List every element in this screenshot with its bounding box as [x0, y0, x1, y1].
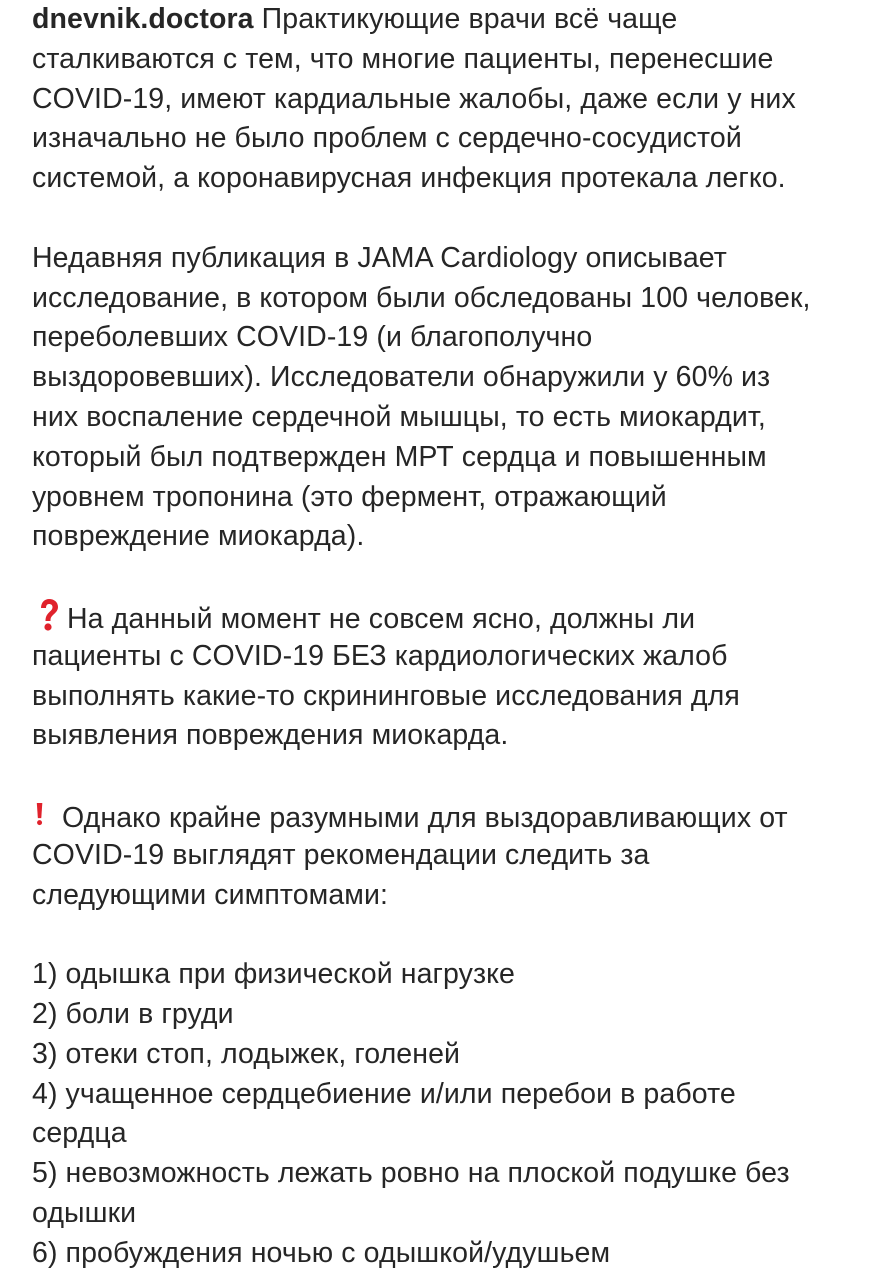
username-link[interactable]: dnevnik.doctora: [32, 3, 254, 35]
question-text: выполнять какие-то скрининговые исследования для: [32, 679, 740, 712]
paragraph-gap: [32, 557, 872, 597]
intro-text: изначально не было проблем с сердечно-сосудистой: [32, 122, 742, 155]
question-text: На данный момент не совсем ясно, должны ли: [67, 602, 696, 635]
question-line: [32, 597, 872, 637]
symptom-item: 4) учащенное сердцебиение и/или перебои в работе: [32, 1077, 736, 1110]
symptom-item: 3) отеки стоп, лодыжек, голеней: [32, 1037, 461, 1070]
exclamation-mark-icon: [32, 796, 54, 832]
intro-text: сталкиваются с тем, что многие пациенты, перенесшие: [32, 42, 774, 75]
study-text: уровнем тропонина (это фермент, отражающий: [32, 480, 667, 513]
post-caption: [32, 0, 872, 1274]
symptom-item: 1) одышка при физической нагрузке: [32, 958, 515, 991]
paragraph-gap: [32, 915, 872, 955]
paragraph-gap: [32, 756, 872, 796]
study-text: выздоровевших). Исследователи обнаружили у 60% из: [32, 361, 771, 394]
question-mark-icon: [32, 597, 64, 633]
symptom-item: одышки: [32, 1196, 137, 1229]
recommendation-text: Однако крайне разумными для выздоравливающих от: [62, 801, 788, 834]
study-text: них воспаление сердечной мышцы, то есть миокардит,: [32, 400, 766, 433]
intro-text: Практикующие врачи всё чаще: [261, 3, 678, 35]
intro-text: COVID-19, имеют кардиальные жалобы, даже если у них: [32, 82, 796, 115]
study-text: повреждение миокарда).: [32, 520, 365, 553]
symptom-item: сердца: [32, 1117, 127, 1150]
caption-line-1: [32, 0, 872, 40]
question-text: выявления повреждения миокарда.: [32, 719, 509, 752]
study-text: исследование, в котором были обследованы 100 человек,: [32, 281, 811, 314]
recommendation-text: COVID-19 выглядят рекомендации следить за: [32, 838, 650, 871]
recommendation-text: следующими симптомами:: [32, 878, 389, 911]
paragraph-gap: [32, 199, 872, 239]
question-text: пациенты с COVID-19 БЕЗ кардиологических жалоб: [32, 639, 728, 672]
intro-text: системой, а коронавирусная инфекция протекала легко.: [32, 162, 786, 195]
symptom-item: 6) пробуждения ночью с одышкой/удушьем: [32, 1236, 611, 1269]
study-text: переболевших COVID-19 (и благополучно: [32, 321, 593, 354]
study-text: Недавняя публикация в JAMA Cardiology описывает: [32, 241, 727, 274]
recommendation-line: [32, 796, 872, 836]
symptom-item: 5) невозможность лежать ровно на плоской подушке без: [32, 1157, 790, 1190]
study-text: который был подтвержден МРТ сердца и повышенным: [32, 440, 767, 473]
symptom-item: 2) боли в груди: [32, 997, 234, 1030]
